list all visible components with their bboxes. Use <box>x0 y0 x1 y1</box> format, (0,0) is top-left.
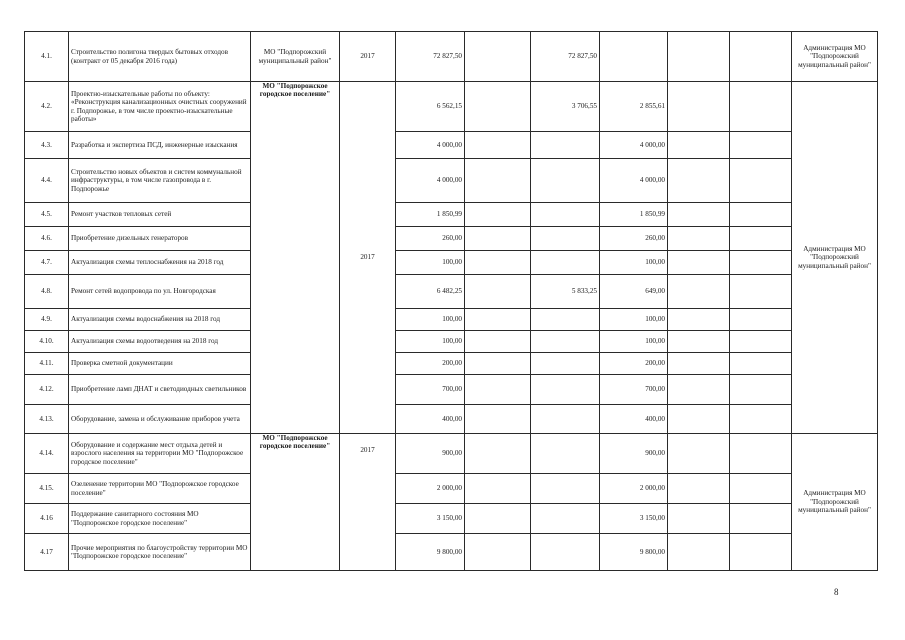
total-cell: 1 850,99 <box>396 203 465 227</box>
total-cell: 100,00 <box>396 309 465 331</box>
col3-cell: 700,00 <box>600 375 668 405</box>
col1-cell <box>465 159 531 203</box>
col5-cell <box>730 474 792 504</box>
executor-cell: МО "Подпорожское городское поселение" <box>251 82 340 434</box>
row-number: 4.2. <box>25 82 69 132</box>
col5-cell <box>730 504 792 534</box>
col1-cell <box>465 82 531 132</box>
col5-cell <box>730 159 792 203</box>
row-description: Актуализация схемы водоотведения на 2018 год <box>69 331 251 353</box>
col5-cell <box>730 275 792 309</box>
col2-cell: 5 833,25 <box>531 275 600 309</box>
col5-cell <box>730 32 792 82</box>
row-description: Проектно-изыскательные работы по объекту: «Реконструкция канализационных очистных сооружений г. Подпорожье, в том числе проектно-изыскательные работы» <box>69 82 251 132</box>
col1-cell <box>465 203 531 227</box>
row-number: 4.1. <box>25 32 69 82</box>
col5-cell <box>730 227 792 251</box>
col4-cell <box>668 309 730 331</box>
col5-cell <box>730 353 792 375</box>
row-number: 4.5. <box>25 203 69 227</box>
table-row <box>25 474 878 504</box>
responsible-cell: Администрация МО "Подпорожский муниципальный район" <box>792 82 878 434</box>
col2-cell <box>531 474 600 504</box>
col1-cell <box>465 227 531 251</box>
col4-cell <box>668 375 730 405</box>
row-description: Приобретение ламп ДНАТ и светодиодных светильников <box>69 375 251 405</box>
table-row <box>25 504 878 534</box>
row-description: Озеленение территории МО "Подпорожское городское поселение" <box>69 474 251 504</box>
col1-cell <box>465 474 531 504</box>
col5-cell <box>730 534 792 571</box>
col1-cell <box>465 331 531 353</box>
col3-cell: 100,00 <box>600 251 668 275</box>
total-cell: 6 482,25 <box>396 275 465 309</box>
total-cell: 9 800,00 <box>396 534 465 571</box>
col4-cell <box>668 504 730 534</box>
table-row <box>25 132 878 159</box>
col3-cell: 400,00 <box>600 405 668 434</box>
row-description: Актуализация схемы теплоснабжения на 2018 год <box>69 251 251 275</box>
table-row <box>25 375 878 405</box>
executor-cell: МО "Подпорожский муниципальный район" <box>251 32 340 82</box>
table-row <box>25 32 878 82</box>
year-cell: 2017 <box>340 32 396 82</box>
col1-cell <box>465 405 531 434</box>
col5-cell <box>730 82 792 132</box>
total-cell: 4 000,00 <box>396 132 465 159</box>
col2-cell <box>531 534 600 571</box>
col3-cell: 200,00 <box>600 353 668 375</box>
table-row <box>25 203 878 227</box>
row-description: Строительство полигона твердых бытовых отходов (контракт от 05 декабря 2016 года) <box>69 32 251 82</box>
col4-cell <box>668 32 730 82</box>
col4-cell <box>668 474 730 504</box>
total-cell: 72 827,50 <box>396 32 465 82</box>
table-row <box>25 309 878 331</box>
table-row <box>25 534 878 571</box>
total-cell: 100,00 <box>396 251 465 275</box>
table-row <box>25 405 878 434</box>
col4-cell <box>668 534 730 571</box>
row-number: 4.15. <box>25 474 69 504</box>
col2-cell <box>531 227 600 251</box>
table-row <box>25 227 878 251</box>
row-number: 4.11. <box>25 353 69 375</box>
row-number: 4.8. <box>25 275 69 309</box>
col1-cell <box>465 275 531 309</box>
col4-cell <box>668 227 730 251</box>
col2-cell <box>531 309 600 331</box>
table-row <box>25 251 878 275</box>
col3-cell <box>600 32 668 82</box>
total-cell: 2 000,00 <box>396 474 465 504</box>
col4-cell <box>668 159 730 203</box>
col1-cell <box>465 132 531 159</box>
col5-cell <box>730 375 792 405</box>
row-number: 4.7. <box>25 251 69 275</box>
total-cell: 100,00 <box>396 331 465 353</box>
table-row <box>25 353 878 375</box>
total-cell: 900,00 <box>396 434 465 474</box>
col4-cell <box>668 251 730 275</box>
col2-cell <box>531 159 600 203</box>
col1-cell <box>465 534 531 571</box>
col5-cell <box>730 203 792 227</box>
col2-cell <box>531 375 600 405</box>
row-description: Строительство новых объектов и систем коммунальной инфраструктуры, в том числе газопровода в г. Подпорожье <box>69 159 251 203</box>
executor-cell: МО "Подпорожское городское поселение" <box>251 434 340 571</box>
row-description: Поддержание санитарного состояния МО "Подпорожское городское поселение" <box>69 504 251 534</box>
total-cell: 700,00 <box>396 375 465 405</box>
row-description: Ремонт сетей водопровода по ул. Новгородская <box>69 275 251 309</box>
col5-cell <box>730 331 792 353</box>
table-row <box>25 275 878 309</box>
budget-table <box>24 31 878 571</box>
col1-cell <box>465 375 531 405</box>
col5-cell <box>730 434 792 474</box>
col5-cell <box>730 405 792 434</box>
total-cell: 200,00 <box>396 353 465 375</box>
col4-cell <box>668 203 730 227</box>
row-number: 4.3. <box>25 132 69 159</box>
row-number: 4.16 <box>25 504 69 534</box>
col4-cell <box>668 132 730 159</box>
col3-cell: 100,00 <box>600 309 668 331</box>
col4-cell <box>668 405 730 434</box>
row-number: 4.6. <box>25 227 69 251</box>
col2-cell <box>531 504 600 534</box>
col5-cell <box>730 251 792 275</box>
year-cell: 2017 <box>340 434 396 571</box>
total-cell: 6 562,15 <box>396 82 465 132</box>
col3-cell: 900,00 <box>600 434 668 474</box>
col1-cell <box>465 251 531 275</box>
col4-cell <box>668 434 730 474</box>
row-description: Актуализация схемы водоснабжения на 2018 год <box>69 309 251 331</box>
col1-cell <box>465 504 531 534</box>
row-number: 4.4. <box>25 159 69 203</box>
total-cell: 260,00 <box>396 227 465 251</box>
col1-cell <box>465 32 531 82</box>
col1-cell <box>465 309 531 331</box>
row-description: Оборудование, замена и обслуживание приборов учета <box>69 405 251 434</box>
row-number: 4.10. <box>25 331 69 353</box>
col4-cell <box>668 82 730 132</box>
col3-cell: 2 000,00 <box>600 474 668 504</box>
col3-cell: 4 000,00 <box>600 132 668 159</box>
responsible-cell: Администрация МО "Подпорожский муниципальный район" <box>792 434 878 571</box>
total-cell: 4 000,00 <box>396 159 465 203</box>
col2-cell: 72 827,50 <box>531 32 600 82</box>
page-number: 8 <box>834 587 839 597</box>
col2-cell <box>531 353 600 375</box>
col2-cell <box>531 331 600 353</box>
col3-cell: 1 850,99 <box>600 203 668 227</box>
row-description: Оборудование и содержание мест отдыха детей и взрослого населения на территории МО "Подпорожское городское поселение" <box>69 434 251 474</box>
row-number: 4.14. <box>25 434 69 474</box>
col3-cell: 9 800,00 <box>600 534 668 571</box>
row-number: 4.9. <box>25 309 69 331</box>
col3-cell: 2 855,61 <box>600 82 668 132</box>
row-description: Ремонт участков тепловых сетей <box>69 203 251 227</box>
responsible-cell: Администрация МО "Подпорожский муниципальный район" <box>792 32 878 82</box>
col2-cell <box>531 405 600 434</box>
row-number: 4.13. <box>25 405 69 434</box>
col4-cell <box>668 353 730 375</box>
col5-cell <box>730 309 792 331</box>
col2-cell <box>531 132 600 159</box>
row-description: Прочие мероприятия по благоустройству территории МО "Подпорожское городское поселение" <box>69 534 251 571</box>
year-cell: 2017 <box>340 82 396 434</box>
col3-cell: 4 000,00 <box>600 159 668 203</box>
col3-cell: 260,00 <box>600 227 668 251</box>
col2-cell <box>531 203 600 227</box>
col5-cell <box>730 132 792 159</box>
col1-cell <box>465 353 531 375</box>
row-description: Приобретение дизельных генераторов <box>69 227 251 251</box>
col1-cell <box>465 434 531 474</box>
table-row <box>25 331 878 353</box>
row-number: 4.12. <box>25 375 69 405</box>
table-row <box>25 82 878 132</box>
col2-cell <box>531 434 600 474</box>
table-row <box>25 159 878 203</box>
col2-cell: 3 706,55 <box>531 82 600 132</box>
row-number: 4.17 <box>25 534 69 571</box>
col3-cell: 3 150,00 <box>600 504 668 534</box>
total-cell: 3 150,00 <box>396 504 465 534</box>
col4-cell <box>668 275 730 309</box>
row-description: Разработка и экспертиза ПСД, инженерные изыскания <box>69 132 251 159</box>
row-description: Проверка сметной документации <box>69 353 251 375</box>
total-cell: 400,00 <box>396 405 465 434</box>
col3-cell: 100,00 <box>600 331 668 353</box>
table-row <box>25 434 878 474</box>
col4-cell <box>668 331 730 353</box>
col3-cell: 649,00 <box>600 275 668 309</box>
col2-cell <box>531 251 600 275</box>
